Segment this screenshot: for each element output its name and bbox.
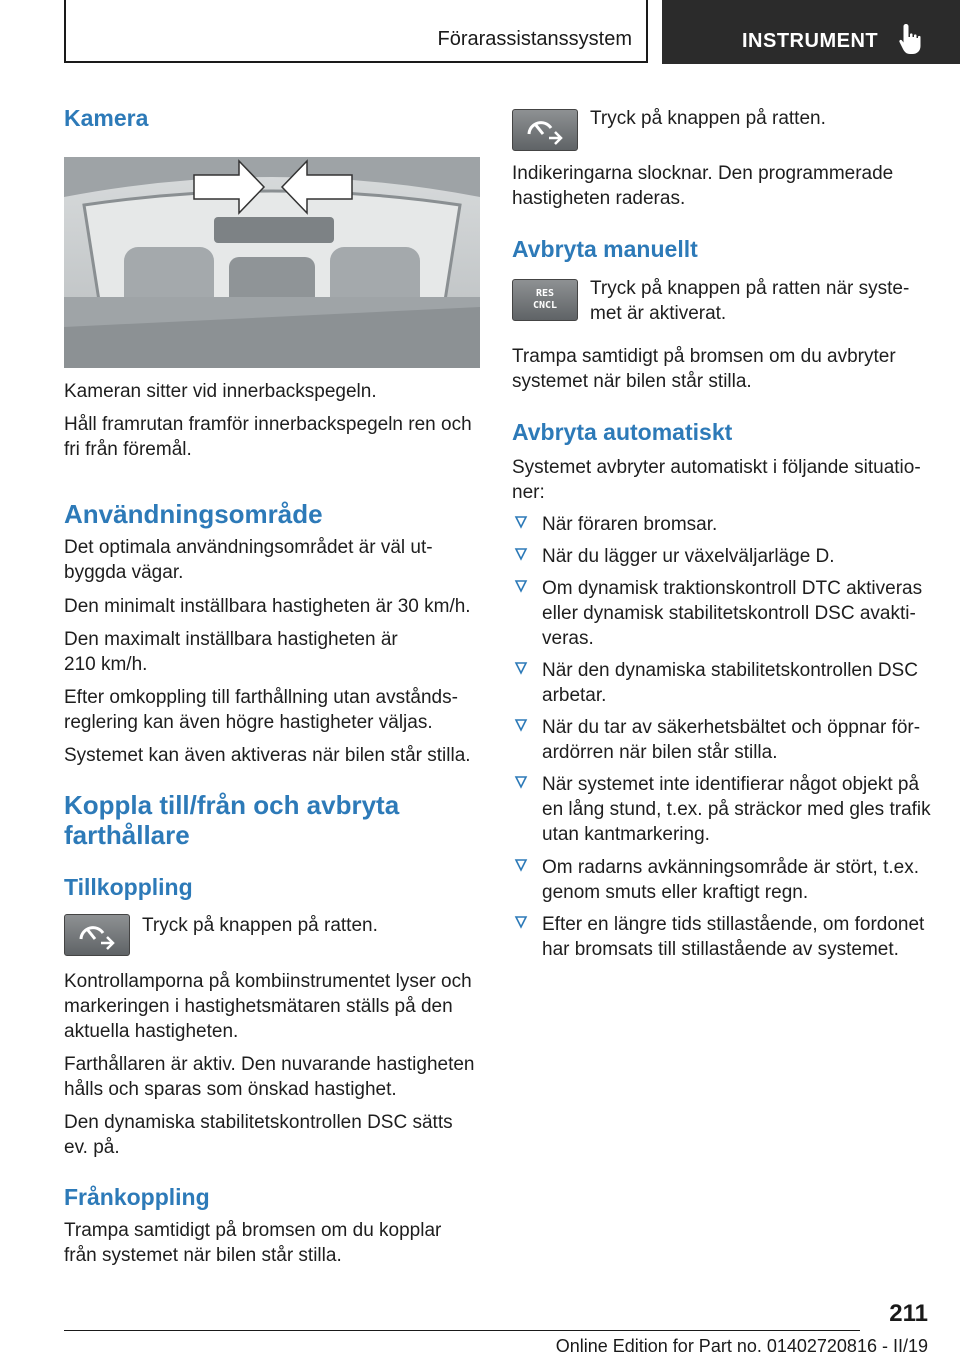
list-item-text: eller dynamisk stabilitetskontroll DSC avakti- xyxy=(542,603,916,624)
triangle-bullet-icon xyxy=(514,858,528,872)
list-item-text: När systemet inte identifierar något objekt på xyxy=(542,774,920,795)
area-text-4a: Efter omkoppling till farthållning utan avstånds- xyxy=(64,687,458,708)
footer-rule xyxy=(64,1330,860,1331)
res-label: RES xyxy=(535,288,555,299)
manual-text-1a: Trampa samtidigt på bromsen om du avbryter xyxy=(512,346,896,367)
heading-manual: Avbryta manuellt xyxy=(512,236,698,262)
list-item-text: När den dynamiska stabilitetskontrollen DSC xyxy=(542,660,918,681)
heading-toggle-a: Koppla till/från och avbryta xyxy=(64,790,400,820)
area-text-5: Systemet kan även aktiveras när bilen står stilla. xyxy=(64,745,471,766)
on-text-1a: Kontrollamporna på kombiinstrumentet lyser och xyxy=(64,971,472,992)
list-item-text: har bromsats till stillastående av systemet. xyxy=(542,939,899,960)
edition-text: Online Edition for Part no. 01402720816 - II/19 xyxy=(555,1336,928,1356)
heading-area: Användningsområde xyxy=(64,499,323,529)
heading-auto: Avbryta automatiskt xyxy=(512,419,733,445)
triangle-bullet-icon xyxy=(514,547,528,561)
chapter-tab xyxy=(662,0,960,64)
auto-text-1a: Systemet avbryter automatiskt i följande situatio- xyxy=(512,457,921,478)
right-text-1b: hastigheten raderas. xyxy=(512,188,686,209)
list-item-text: Efter en längre tids stillastående, om fordonet xyxy=(542,914,925,935)
list-item-text: utan kantmarkering. xyxy=(542,824,710,845)
heading-on: Tillkoppling xyxy=(64,874,193,900)
list-item-text: arbetar. xyxy=(542,685,607,706)
triangle-bullet-icon xyxy=(514,515,528,529)
area-text-2: Den minimalt inställbara hastigheten är 30 km/h. xyxy=(64,596,471,617)
camera-photo xyxy=(64,157,480,368)
cruise-control-button-icon xyxy=(64,914,130,956)
area-text-3a: Den maximalt inställbara hastigheten är xyxy=(64,629,398,650)
area-text-4b: reglering kan även högre hastigheter väljas. xyxy=(64,712,433,733)
area-text-1a: Det optimala användningsområdet är väl ut- xyxy=(64,537,433,558)
res-cncl-button-icon xyxy=(512,279,578,321)
on-text-3a: Den dynamiska stabilitetskontrollen DSC sätts xyxy=(64,1112,453,1133)
manual-button-text-a: Tryck på knappen på ratten när syste- xyxy=(590,278,910,299)
off-text-1a: Trampa samtidigt på bromsen om du kopplar xyxy=(64,1220,442,1241)
section-title: Förarassistanssystem xyxy=(437,28,632,50)
area-text-1b: byggda vägar. xyxy=(64,562,184,583)
triangle-bullet-icon xyxy=(514,718,528,732)
list-item-text: Om radarns avkänningsområde är stört, t.ex. xyxy=(542,857,919,878)
on-text-2a: Farthållaren är aktiv. Den nuvarande hastigheten xyxy=(64,1054,475,1075)
triangle-bullet-icon xyxy=(514,661,528,675)
list-item-text: Om dynamisk traktionskontroll DTC aktiveras xyxy=(542,578,923,599)
heading-toggle-b: farthållare xyxy=(64,820,190,850)
manual-button-text-b: met är aktiverat. xyxy=(590,303,727,324)
cruise-speedometer-icon xyxy=(65,915,129,955)
manual-text-1b: systemet när bilen står stilla. xyxy=(512,371,752,392)
camera-text-2b: fri från föremål. xyxy=(64,439,192,460)
page-header xyxy=(0,0,960,66)
list-item-text: veras. xyxy=(542,628,594,649)
off-text-1b: från systemet när bilen står stilla. xyxy=(64,1245,342,1266)
camera-text-1: Kameran sitter vid innerbackspegeln. xyxy=(64,381,377,402)
on-button-text: Tryck på knappen på ratten. xyxy=(142,915,378,936)
list-item-text: ardörren när bilen står stilla. xyxy=(542,742,778,763)
on-text-1c: aktuella hastigheten. xyxy=(64,1021,239,1042)
list-item-text: en lång stund, t.ex. på sträckor med gles trafik xyxy=(542,799,931,820)
cruise-control-button-icon-2 xyxy=(512,109,578,151)
car-interior-image xyxy=(64,157,480,368)
off-button-text: Tryck på knappen på ratten. xyxy=(590,108,826,129)
chapter-title: INSTRUMENT xyxy=(742,30,879,52)
on-text-2b: hålls och sparas som önskad hastighet. xyxy=(64,1079,397,1100)
right-text-1a: Indikeringarna slocknar. Den programmerade xyxy=(512,163,894,184)
auto-text-1b: ner: xyxy=(512,482,545,503)
pointing-hand-icon xyxy=(898,22,926,56)
list-item-text: När du tar av säkerhetsbältet och öppnar för- xyxy=(542,717,921,738)
heading-camera: Kamera xyxy=(64,105,149,131)
area-text-3b: 210 km/h. xyxy=(64,654,148,675)
section-tab xyxy=(64,0,648,63)
list-item-text: När du lägger ur växelväljarläge D. xyxy=(542,546,835,567)
triangle-bullet-icon xyxy=(514,579,528,593)
camera-text-2a: Håll framrutan framför innerbackspegeln ren och xyxy=(64,414,472,435)
on-text-3b: ev. på. xyxy=(64,1137,120,1158)
page-number: 211 xyxy=(889,1300,928,1327)
list-item-text: genom smuts eller kraftigt regn. xyxy=(542,882,809,903)
triangle-bullet-icon xyxy=(514,775,528,789)
cruise-speedometer-icon xyxy=(513,110,577,150)
triangle-bullet-icon xyxy=(514,915,528,929)
on-text-1b: markeringen i hastighetsmätaren ställs på den xyxy=(64,996,453,1017)
cncl-label: CNCL xyxy=(532,300,558,311)
list-item-text: När föraren bromsar. xyxy=(542,514,718,535)
heading-off: Frånkoppling xyxy=(64,1184,210,1210)
